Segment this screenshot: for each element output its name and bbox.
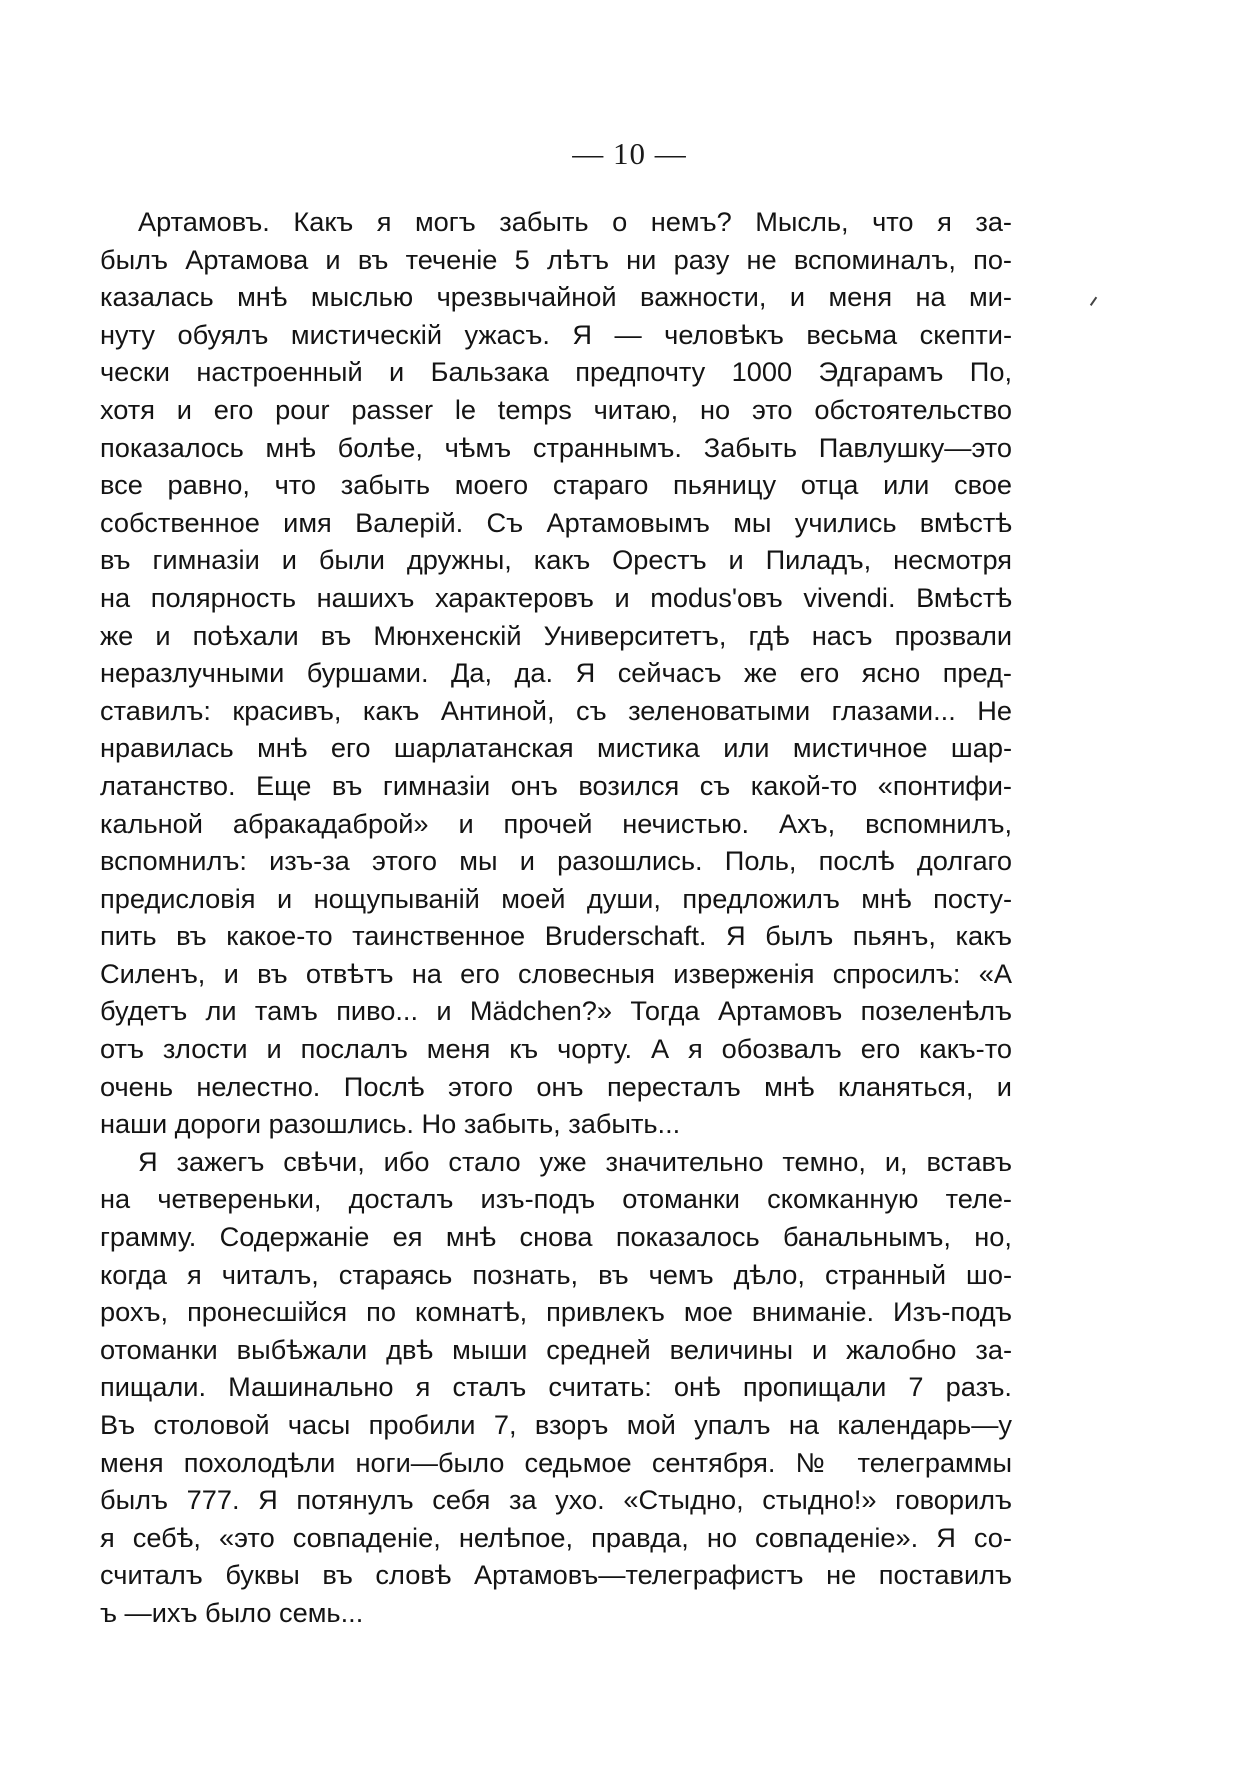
text-line: на четвереньки, досталъ изъ-подъ отоманки скомканную теле- bbox=[100, 1183, 1012, 1215]
text-line: собственное имя Валерій. Съ Артамовымъ мы учились вмѣстѣ bbox=[100, 506, 1012, 538]
text-line: неразлучными буршами. Да, да. Я сейчасъ же его ясно пред- bbox=[100, 657, 1012, 689]
text-line: вспомнилъ: изъ-за этого мы и разошлись. Поль, послѣ долгаго bbox=[100, 845, 1012, 877]
text-line: когда я читалъ, стараясь познать, въ чемъ дѣло, странный шо- bbox=[100, 1258, 1012, 1290]
text-line: наши дороги разошлись. Но забыть, забыть... bbox=[100, 1108, 681, 1140]
paragraph-2 bbox=[100, 1143, 1012, 1632]
text-line: же и поѣхали въ Мюнхенскій Университетъ, гдѣ насъ прозвали bbox=[100, 619, 1012, 651]
text-line: былъ Артамова и въ теченіе 5 лѣтъ ни разу не вспоминалъ, по- bbox=[100, 243, 1012, 275]
text-line: былъ 777. Я потянулъ себя за ухо. «Стыдно, стыдно!» говорилъ bbox=[100, 1484, 1012, 1516]
paragraph-1 bbox=[100, 203, 1012, 1143]
body-text bbox=[100, 203, 1012, 1632]
text-line: все равно, что забыть моего стараго пьяницу отца или свое bbox=[100, 469, 1012, 501]
text-line: кальной абракадаброй» и прочей нечистью. Ахъ, вспомнилъ, bbox=[100, 807, 1012, 839]
text-line: Я зажегъ свѣчи, ибо стало уже значительно темно, и, вставъ bbox=[138, 1145, 1012, 1177]
text-line: въ гимназіи и были дружны, какъ Орестъ и Пиладъ, несмотря bbox=[100, 544, 1012, 576]
text-line: чески настроенный и Бальзака предпочту 1000 Эдгарамъ По, bbox=[100, 356, 1012, 388]
text-line: нравилась мнѣ его шарлатанская мистика или мистичное шар- bbox=[100, 732, 1012, 764]
text-line: Въ столовой часы пробили 7, взоръ мой упалъ на календарь—у bbox=[100, 1409, 1012, 1440]
text-line: будетъ ли тамъ пиво... и Mädchen?» Тогда Артамовъ позеленѣлъ bbox=[100, 995, 1012, 1027]
text-line: показалось мнѣ болѣе, чѣмъ страннымъ. Забыть Павлушку—это bbox=[100, 431, 1012, 463]
text-line: хотя и его pour passer le temps читаю, но это обстоятельство bbox=[100, 393, 1012, 425]
stray-pen-mark bbox=[1090, 297, 1102, 310]
text-line: грамму. Содержаніе ея мнѣ снова показалось банальнымъ, но, bbox=[100, 1221, 1012, 1253]
text-line: Силенъ, и въ отвѣтъ на его словесныя изверженія спросилъ: «А bbox=[100, 957, 1012, 989]
text-line: казалась мнѣ мыслью чрезвычайной важности, и меня на ми- bbox=[100, 281, 1012, 313]
text-line: ставилъ: красивъ, какъ Антиной, съ зеленоватыми глазами... Не bbox=[100, 694, 1012, 726]
text-line: нуту обуялъ мистическій ужасъ. Я — человѣкъ весьма скепти- bbox=[100, 318, 1012, 350]
text-line: отоманки выбѣжали двѣ мыши средней величины и жалобно за- bbox=[100, 1333, 1012, 1365]
text-line: Артамовъ. Какъ я могъ забыть о немъ? Мысль, что я за- bbox=[138, 206, 1012, 237]
page-number: — 10 — bbox=[572, 136, 687, 171]
text-line: пить въ какое-то таинственное Bruderschaft. Я былъ пьянъ, какъ bbox=[100, 920, 1012, 952]
text-line: считалъ буквы въ словѣ Артамовъ—телеграфистъ не поставилъ bbox=[100, 1559, 1012, 1591]
text-line: меня похолодѣли ноги—было седьмое сентября. № телеграммы bbox=[100, 1446, 1012, 1478]
text-line: рохъ, пронесшійся по комнатѣ, привлекъ мое вниманіе. Изъ-подъ bbox=[100, 1296, 1012, 1328]
text-line: очень нелестно. Послѣ этого онъ пересталъ мнѣ кланяться, и bbox=[100, 1070, 1012, 1102]
text-line: латанство. Еще въ гимназіи онъ возился съ какой-то «понтифи- bbox=[100, 769, 1012, 801]
text-line: предисловія и нощупываній моей души, предложилъ мнѣ посту- bbox=[100, 882, 1012, 914]
text-line: отъ злости и послалъ меня къ чорту. А я обозвалъ его какъ-то bbox=[100, 1033, 1012, 1065]
text-line: на полярность нашихъ характеровъ и modus'овъ vivendi. Вмѣстѣ bbox=[100, 581, 1012, 613]
text-line: пищали. Машинально я сталъ считать: онѣ пропищали 7 разъ. bbox=[100, 1371, 1012, 1403]
text-line: я себѣ, «это совпаденіе, нелѣпое, правда, но совпаденіе». Я со- bbox=[100, 1521, 1012, 1553]
text-line: ъ —ихъ было семь... bbox=[100, 1596, 364, 1628]
